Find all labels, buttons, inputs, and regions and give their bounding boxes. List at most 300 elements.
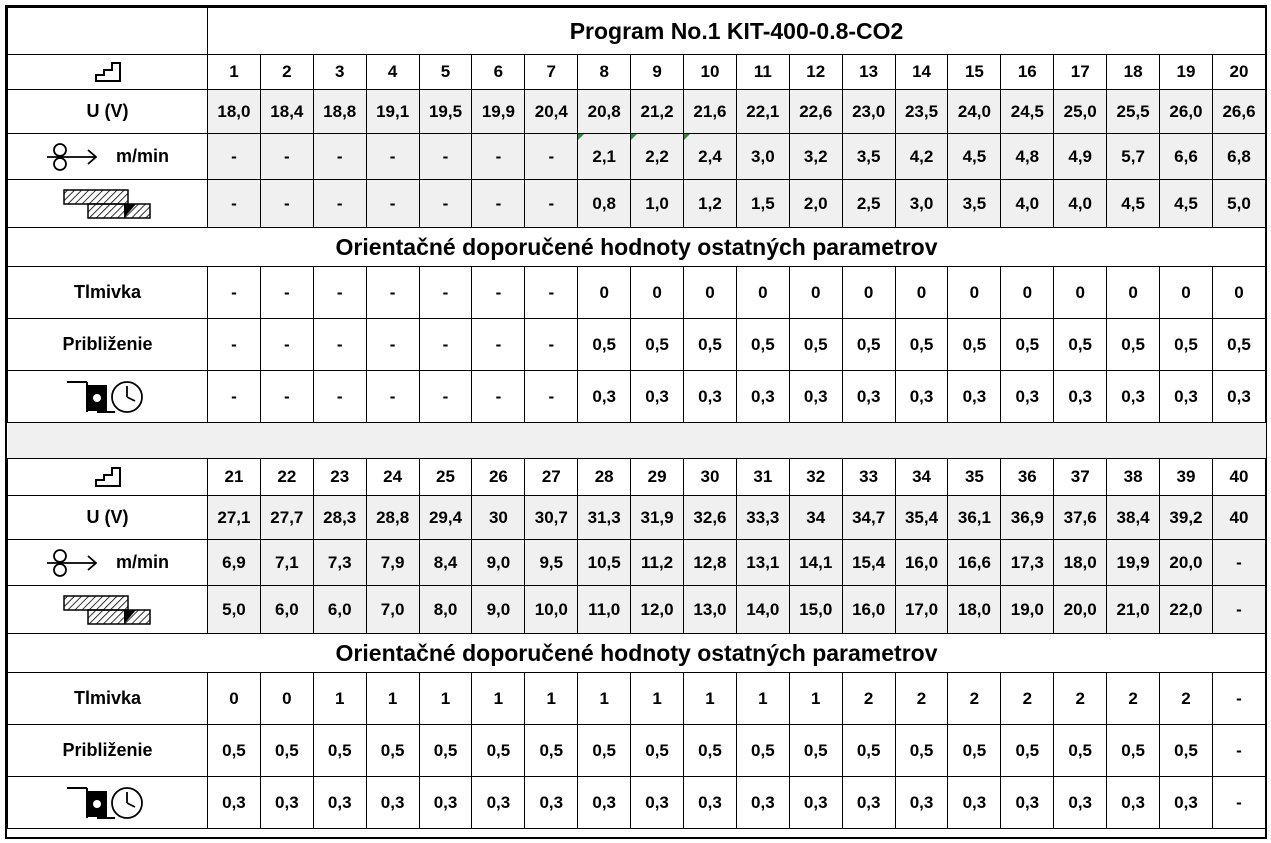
step-row-cell: 37: [1054, 459, 1107, 496]
wire-speed-row-cell: 17,3: [1001, 540, 1054, 586]
step-row-cell: 14: [895, 55, 948, 90]
voltage-row-cell: 25,5: [1107, 90, 1160, 134]
timer-row-cell: 0,3: [789, 777, 842, 829]
tlmivka-row: [8, 267, 1266, 319]
priblizenie-row-cell: 0,5: [684, 725, 737, 777]
tlmivka-row-cell: 1: [472, 673, 525, 725]
wire-speed-row-cell: -: [208, 134, 261, 180]
step-row-cell: 17: [1054, 55, 1107, 90]
timer-icon: [65, 792, 151, 811]
priblizenie-row-cell: 0,5: [842, 725, 895, 777]
wire-speed-row-cell: 4,2: [895, 134, 948, 180]
subtitle-row: [8, 228, 1266, 267]
step-row-cell: 34: [895, 459, 948, 496]
voltage-label-text: U (V): [86, 507, 129, 527]
speed-unit: m/min: [115, 146, 169, 166]
priblizenie-row-cell: 0,5: [1160, 319, 1213, 371]
tlmivka-label: [8, 267, 208, 319]
plate-thickness-label: [8, 180, 208, 228]
wire-speed-row-cell: 7,3: [313, 540, 366, 586]
voltage-row-cell: 24,5: [1001, 90, 1054, 134]
priblizenie-row-cell: 0,5: [684, 319, 737, 371]
thickness-row-cell: -: [260, 180, 313, 228]
block-separator: [8, 423, 1266, 459]
tlmivka-row-cell: -: [366, 267, 419, 319]
wire-speed-row-cell: -: [366, 134, 419, 180]
timer-row-cell: 0,3: [736, 371, 789, 423]
tlmivka-row-cell: 0: [895, 267, 948, 319]
timer-row-cell: 0,3: [472, 777, 525, 829]
priblizenie-row-cell: 0,5: [948, 319, 1001, 371]
tlmivka-row-cell: 0: [1212, 267, 1265, 319]
voltage-row-cell: 19,1: [366, 90, 419, 134]
wire-speed-row: [8, 540, 1266, 586]
voltage-row: [8, 496, 1266, 540]
priblizenie-row-cell: 0,5: [1107, 319, 1160, 371]
tlmivka-row-cell: 1: [313, 673, 366, 725]
thickness-row-cell: 18,0: [948, 586, 1001, 634]
thickness-row-cell: 4,5: [1107, 180, 1160, 228]
wire-speed-row-cell: 9,0: [472, 540, 525, 586]
priblizenie-row-cell: 0,5: [208, 725, 261, 777]
voltage-row-cell: 18,4: [260, 90, 313, 134]
voltage-row: [8, 90, 1266, 134]
tlmivka-row-cell: 0: [578, 267, 631, 319]
step-row-cell: 7: [525, 55, 578, 90]
tlmivka-row-cell: 2: [948, 673, 1001, 725]
wire-feed-icon: [46, 548, 102, 578]
timer-row-cell: -: [260, 371, 313, 423]
step-row-cell: 40: [1212, 459, 1265, 496]
wire-speed-row-cell: 7,9: [366, 540, 419, 586]
step-row-cell: 23: [313, 459, 366, 496]
thickness-row-cell: 15,0: [789, 586, 842, 634]
thickness-row-cell: 5,0: [208, 586, 261, 634]
voltage-row-cell: 28,8: [366, 496, 419, 540]
wire-speed-row-cell: 15,4: [842, 540, 895, 586]
voltage-label: [8, 90, 208, 134]
thickness-row-cell: 10,0: [525, 586, 578, 634]
voltage-row-cell: 19,9: [472, 90, 525, 134]
priblizenie-row-cell: 0,5: [948, 725, 1001, 777]
plate-thickness-icon: [62, 599, 154, 618]
plate-thickness-icon: [62, 193, 154, 212]
priblizenie-row: [8, 725, 1266, 777]
voltage-row-cell: 31,3: [578, 496, 631, 540]
timer-row-cell: 0,3: [366, 777, 419, 829]
priblizenie-row-cell: 0,5: [313, 725, 366, 777]
step-row-cell: 6: [472, 55, 525, 90]
program-table: [7, 7, 1266, 829]
voltage-row-cell: 21,2: [631, 90, 684, 134]
step-row-cell: 24: [366, 459, 419, 496]
timer-row-cell: 0,3: [578, 371, 631, 423]
priblizenie-label-text: Približenie: [62, 334, 153, 354]
voltage-row-cell: 34,7: [842, 496, 895, 540]
step-row-cell: 3: [313, 55, 366, 90]
thickness-row-cell: 4,0: [1001, 180, 1054, 228]
timer-row-cell: 0,3: [313, 777, 366, 829]
title-row: [8, 8, 1266, 55]
voltage-row-cell: 26,0: [1160, 90, 1213, 134]
title-spacer: [8, 8, 208, 55]
voltage-row-cell: 27,7: [260, 496, 313, 540]
wire-speed-row-cell: 20,0: [1160, 540, 1213, 586]
voltage-row-cell: 36,1: [948, 496, 1001, 540]
voltage-row-cell: 36,9: [1001, 496, 1054, 540]
priblizenie-row-cell: 0,5: [578, 725, 631, 777]
timer-row-cell: 0,3: [1212, 371, 1265, 423]
tlmivka-row-cell: 0: [684, 267, 737, 319]
timer-row-cell: 0,3: [1107, 777, 1160, 829]
timer-row-cell: 0,3: [789, 371, 842, 423]
step-row: [8, 55, 1266, 90]
timer-label: [8, 777, 208, 829]
thickness-row-cell: -: [419, 180, 472, 228]
timer-row-cell: 0,3: [631, 371, 684, 423]
priblizenie-row-cell: -: [1212, 725, 1265, 777]
priblizenie-row-cell: 0,5: [472, 725, 525, 777]
priblizenie-row-cell: 0,5: [525, 725, 578, 777]
voltage-row-cell: 32,6: [684, 496, 737, 540]
tlmivka-row-cell: 0: [260, 673, 313, 725]
voltage-row-cell: 18,8: [313, 90, 366, 134]
voltage-row-cell: 22,1: [736, 90, 789, 134]
wire-speed-row-cell: -: [1212, 540, 1265, 586]
priblizenie-row-cell: 0,5: [1107, 725, 1160, 777]
timer-row: [8, 777, 1266, 829]
tlmivka-row-cell: 0: [948, 267, 1001, 319]
thickness-row-cell: 14,0: [736, 586, 789, 634]
wire-speed-row-cell: 3,5: [842, 134, 895, 180]
thickness-row-cell: 0,8: [578, 180, 631, 228]
wire-speed-label: [8, 540, 208, 586]
thickness-row-cell: 16,0: [842, 586, 895, 634]
step-row-cell: 26: [472, 459, 525, 496]
tlmivka-row-cell: 2: [895, 673, 948, 725]
wire-speed-row-cell: 6,6: [1160, 134, 1213, 180]
priblizenie-row: [8, 319, 1266, 371]
tlmivka-row-cell: 2: [1001, 673, 1054, 725]
tlmivka-row-cell: -: [208, 267, 261, 319]
voltage-row-cell: 38,4: [1107, 496, 1160, 540]
voltage-row-cell: 24,0: [948, 90, 1001, 134]
step-row-cell: 29: [631, 459, 684, 496]
step-row-cell: 1: [208, 55, 261, 90]
timer-row-cell: 0,3: [578, 777, 631, 829]
voltage-row-cell: 39,2: [1160, 496, 1213, 540]
program-title: Program No.1 KIT-400-0.8-CO2: [208, 8, 1266, 55]
voltage-row-cell: 23,5: [895, 90, 948, 134]
tlmivka-row-cell: 0: [208, 673, 261, 725]
voltage-row-cell: 28,3: [313, 496, 366, 540]
thickness-row-cell: 22,0: [1160, 586, 1213, 634]
voltage-row-cell: 29,4: [419, 496, 472, 540]
tlmivka-label-text: Tlmivka: [73, 282, 142, 302]
timer-row-cell: -: [1212, 777, 1265, 829]
wire-speed-row-cell: 11,2: [631, 540, 684, 586]
timer-row-cell: 0,3: [842, 777, 895, 829]
thickness-row-cell: -: [472, 180, 525, 228]
tlmivka-row-cell: 1: [366, 673, 419, 725]
step-row-cell: 16: [1001, 55, 1054, 90]
section-subtitle: Orientačné doporučené hodnoty ostatných parametrov: [8, 228, 1266, 267]
priblizenie-row-cell: -: [472, 319, 525, 371]
thickness-row-cell: 1,5: [736, 180, 789, 228]
priblizenie-row-cell: -: [260, 319, 313, 371]
step-header-cell: [8, 459, 208, 496]
thickness-row-cell: -: [525, 180, 578, 228]
timer-row-cell: 0,3: [736, 777, 789, 829]
tlmivka-row-cell: 0: [1054, 267, 1107, 319]
tlmivka-row-cell: 0: [1160, 267, 1213, 319]
timer-row-cell: 0,3: [1160, 777, 1213, 829]
thickness-row-cell: 5,0: [1212, 180, 1265, 228]
wire-speed-row-cell: 4,9: [1054, 134, 1107, 180]
wire-speed-row-cell: 6,8: [1212, 134, 1265, 180]
tlmivka-row-cell: -: [313, 267, 366, 319]
wire-speed-row-cell: -: [419, 134, 472, 180]
tlmivka-row-cell: 2: [1107, 673, 1160, 725]
wire-speed-row-cell: 4,5: [948, 134, 1001, 180]
timer-row-cell: -: [366, 371, 419, 423]
voltage-row-cell: 26,6: [1212, 90, 1265, 134]
thickness-row-cell: 20,0: [1054, 586, 1107, 634]
timer-row-cell: -: [419, 371, 472, 423]
timer-row-cell: 0,3: [1054, 371, 1107, 423]
timer-row-cell: 0,3: [525, 777, 578, 829]
timer-row-cell: -: [472, 371, 525, 423]
thickness-row-cell: 13,0: [684, 586, 737, 634]
tlmivka-row-cell: 1: [578, 673, 631, 725]
timer-row-cell: 0,3: [948, 371, 1001, 423]
thickness-row-cell: 1,2: [684, 180, 737, 228]
step-header-cell: [8, 55, 208, 90]
thickness-row-cell: 2,5: [842, 180, 895, 228]
step-row-cell: 4: [366, 55, 419, 90]
wire-speed-row-cell: 5,7: [1107, 134, 1160, 180]
step-row-cell: 32: [789, 459, 842, 496]
thickness-row-cell: 4,5: [1160, 180, 1213, 228]
thickness-row: [8, 180, 1266, 228]
tlmivka-row-cell: 1: [736, 673, 789, 725]
priblizenie-row-cell: 0,5: [736, 725, 789, 777]
priblizenie-row-cell: 0,5: [631, 725, 684, 777]
tlmivka-row-cell: 0: [736, 267, 789, 319]
step-row-cell: 38: [1107, 459, 1160, 496]
step-row-cell: 10: [684, 55, 737, 90]
tlmivka-row-cell: -: [1212, 673, 1265, 725]
priblizenie-row-cell: 0,5: [1001, 725, 1054, 777]
voltage-row-cell: 25,0: [1054, 90, 1107, 134]
voltage-row-cell: 30: [472, 496, 525, 540]
priblizenie-row-cell: -: [313, 319, 366, 371]
step-row-cell: 5: [419, 55, 472, 90]
wire-speed-row-cell: -: [472, 134, 525, 180]
tlmivka-label: [8, 673, 208, 725]
tlmivka-row-cell: -: [419, 267, 472, 319]
step-row-cell: 8: [578, 55, 631, 90]
wire-speed-row-cell: 3,2: [789, 134, 842, 180]
step-row-cell: 35: [948, 459, 1001, 496]
voltage-label-text: U (V): [86, 101, 129, 121]
tlmivka-label-text: Tlmivka: [73, 688, 142, 708]
tlmivka-row-cell: 2: [842, 673, 895, 725]
wire-speed-row-cell: 7,1: [260, 540, 313, 586]
voltage-row-cell: 37,6: [1054, 496, 1107, 540]
timer-icon: [65, 386, 151, 405]
priblizenie-row-cell: 0,5: [895, 725, 948, 777]
priblizenie-row-cell: 0,5: [1001, 319, 1054, 371]
step-row-cell: 39: [1160, 459, 1213, 496]
priblizenie-row-cell: 0,5: [419, 725, 472, 777]
wire-speed-label: [8, 134, 208, 180]
timer-row-cell: 0,3: [419, 777, 472, 829]
voltage-row-cell: 18,0: [208, 90, 261, 134]
thickness-row-cell: -: [313, 180, 366, 228]
step-icon: [94, 61, 122, 80]
wire-speed-row-cell: 16,0: [895, 540, 948, 586]
tlmivka-row-cell: 1: [789, 673, 842, 725]
timer-row-cell: 0,3: [260, 777, 313, 829]
thickness-row-cell: 2,0: [789, 180, 842, 228]
step-row-cell: 11: [736, 55, 789, 90]
step-row-cell: 28: [578, 459, 631, 496]
tlmivka-row-cell: 0: [789, 267, 842, 319]
wire-speed-row: [8, 134, 1266, 180]
thickness-row-cell: 12,0: [631, 586, 684, 634]
tlmivka-row: [8, 673, 1266, 725]
section-subtitle: Orientačné doporučené hodnoty ostatných parametrov: [8, 634, 1266, 673]
priblizenie-row-cell: 0,5: [789, 319, 842, 371]
timer-row-cell: 0,3: [684, 777, 737, 829]
thickness-row-cell: 11,0: [578, 586, 631, 634]
plate-thickness-label: [8, 586, 208, 634]
timer-label: [8, 371, 208, 423]
tlmivka-row-cell: -: [525, 267, 578, 319]
step-row-cell: 30: [684, 459, 737, 496]
priblizenie-row-cell: -: [525, 319, 578, 371]
tlmivka-row-cell: 0: [631, 267, 684, 319]
step-row-cell: 2: [260, 55, 313, 90]
timer-row-cell: 0,3: [1001, 777, 1054, 829]
priblizenie-row-cell: -: [366, 319, 419, 371]
step-row-cell: 33: [842, 459, 895, 496]
wire-speed-row-cell: 4,8: [1001, 134, 1054, 180]
thickness-row-cell: 6,0: [313, 586, 366, 634]
priblizenie-row-cell: 0,5: [366, 725, 419, 777]
timer-row-cell: 0,3: [1107, 371, 1160, 423]
tlmivka-row-cell: 1: [631, 673, 684, 725]
wire-speed-row-cell: 14,1: [789, 540, 842, 586]
wire-speed-row-cell: 6,9: [208, 540, 261, 586]
timer-row-cell: 0,3: [1160, 371, 1213, 423]
voltage-row-cell: 19,5: [419, 90, 472, 134]
step-row-cell: 22: [260, 459, 313, 496]
voltage-row-cell: 30,7: [525, 496, 578, 540]
thickness-row-cell: 8,0: [419, 586, 472, 634]
thickness-row-cell: 3,5: [948, 180, 1001, 228]
tlmivka-row-cell: -: [472, 267, 525, 319]
voltage-row-cell: 40: [1212, 496, 1265, 540]
timer-row-cell: -: [313, 371, 366, 423]
tlmivka-row-cell: 0: [1107, 267, 1160, 319]
thickness-row-cell: 3,0: [895, 180, 948, 228]
speed-unit: m/min: [115, 552, 169, 572]
voltage-row-cell: 35,4: [895, 496, 948, 540]
wire-speed-row-cell: -: [260, 134, 313, 180]
voltage-row-cell: 34: [789, 496, 842, 540]
priblizenie-row-cell: -: [208, 319, 261, 371]
timer-row-cell: 0,3: [208, 777, 261, 829]
priblizenie-row-cell: 0,5: [631, 319, 684, 371]
wire-speed-row-cell: 2,2: [631, 134, 684, 180]
step-row-cell: 9: [631, 55, 684, 90]
step-row-cell: 27: [525, 459, 578, 496]
thickness-row-cell: -: [208, 180, 261, 228]
tlmivka-row-cell: 1: [419, 673, 472, 725]
wire-speed-row-cell: 13,1: [736, 540, 789, 586]
priblizenie-row-cell: 0,5: [260, 725, 313, 777]
timer-row-cell: 0,3: [684, 371, 737, 423]
wire-speed-row-cell: 10,5: [578, 540, 631, 586]
step-row-cell: 21: [208, 459, 261, 496]
timer-row-cell: 0,3: [1054, 777, 1107, 829]
step-row-cell: 36: [1001, 459, 1054, 496]
voltage-row-cell: 21,6: [684, 90, 737, 134]
wire-speed-row-cell: -: [313, 134, 366, 180]
voltage-row-cell: 27,1: [208, 496, 261, 540]
timer-row-cell: 0,3: [895, 777, 948, 829]
step-row: [8, 459, 1266, 496]
step-row-cell: 20: [1212, 55, 1265, 90]
tlmivka-row-cell: 1: [684, 673, 737, 725]
thickness-row-cell: 4,0: [1054, 180, 1107, 228]
priblizenie-label: [8, 725, 208, 777]
thickness-row-cell: -: [1212, 586, 1265, 634]
thickness-row-cell: 1,0: [631, 180, 684, 228]
priblizenie-row-cell: 0,5: [736, 319, 789, 371]
priblizenie-row-cell: -: [419, 319, 472, 371]
timer-row-cell: 0,3: [842, 371, 895, 423]
tlmivka-row-cell: -: [260, 267, 313, 319]
separator-cell: [8, 423, 1266, 459]
priblizenie-row-cell: 0,5: [895, 319, 948, 371]
thickness-row-cell: 9,0: [472, 586, 525, 634]
program-table-frame: [5, 5, 1267, 839]
tlmivka-row-cell: 0: [1001, 267, 1054, 319]
wire-speed-row-cell: 3,0: [736, 134, 789, 180]
subtitle-row: [8, 634, 1266, 673]
tlmivka-row-cell: 2: [1054, 673, 1107, 725]
tlmivka-row-cell: 1: [525, 673, 578, 725]
voltage-label: [8, 496, 208, 540]
priblizenie-row-cell: 0,5: [842, 319, 895, 371]
step-row-cell: 13: [842, 55, 895, 90]
wire-feed-icon: [46, 142, 102, 172]
wire-speed-row-cell: -: [525, 134, 578, 180]
step-row-cell: 18: [1107, 55, 1160, 90]
voltage-row-cell: 22,6: [789, 90, 842, 134]
wire-speed-row-cell: 18,0: [1054, 540, 1107, 586]
tlmivka-row-cell: 0: [842, 267, 895, 319]
step-row-cell: 12: [789, 55, 842, 90]
wire-speed-row-cell: 16,6: [948, 540, 1001, 586]
wire-speed-row-cell: 9,5: [525, 540, 578, 586]
voltage-row-cell: 31,9: [631, 496, 684, 540]
priblizenie-row-cell: 0,5: [1054, 725, 1107, 777]
priblizenie-row-cell: 0,5: [578, 319, 631, 371]
